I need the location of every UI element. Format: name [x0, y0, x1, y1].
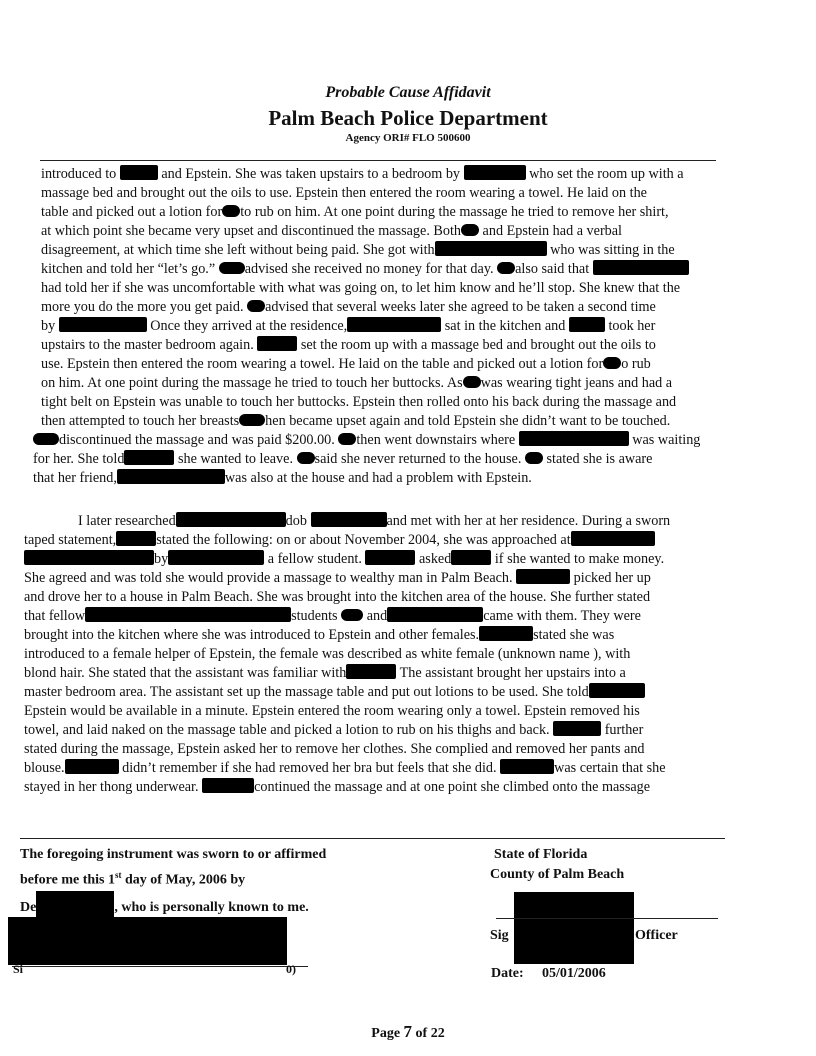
footer-rule: [20, 838, 725, 839]
text-line: blouse. didn’t remember if she had removed her bra but feels that she did. was certain that she: [24, 760, 666, 776]
redaction: [124, 450, 174, 465]
redaction: [117, 469, 225, 484]
text-line: brought into the kitchen where she was introduced to Epstein and other females. stated she was: [24, 627, 615, 643]
date-value: 05/01/2006: [542, 966, 606, 981]
redaction: [116, 531, 156, 546]
redaction: [33, 433, 59, 445]
redaction: [347, 317, 441, 332]
department-title: Palm Beach Police Department: [268, 106, 548, 130]
sworn-line-3: De , who is personally known to me.: [20, 891, 326, 921]
redaction: [65, 759, 119, 774]
text-line: had told her if she was uncomfortable with what was going on, to let him know and he’ll stop. She knew that the: [41, 280, 681, 296]
redaction: [257, 336, 297, 351]
redaction: [338, 433, 356, 445]
state-label: State of Florida: [494, 847, 588, 862]
signature-redaction-left: [8, 917, 287, 965]
sworn-line-2: before me this 1st day of May, 2006 by: [20, 870, 246, 888]
text-line: taped statement, stated the following: on or about November 2004, she was approached at: [24, 531, 760, 550]
text-line: for her. She told she wanted to leave. said she never returned to the house. stated she is aware: [33, 451, 653, 467]
text-line: Epstein would be available in a minute. Epstein entered the room wearing only a towel. Epstein removed his: [24, 703, 640, 719]
agency-ori: Agency ORI# FLO 500600: [345, 132, 471, 144]
text-line: blond hair. She stated that the assistant was familiar with The assistant brought her upstairs into a: [24, 665, 626, 681]
redaction: [202, 778, 254, 793]
text-line: that her friend, was also at the house and had a problem with Epstein.: [33, 470, 532, 486]
redaction: [297, 452, 315, 464]
redaction: [219, 262, 245, 274]
signature-line-left: [12, 966, 308, 967]
redaction: [497, 262, 515, 274]
text-line: massage bed and brought out the oils to use. Epstein then entered the room wearing a towel. He laid on the: [41, 185, 647, 201]
county-label: County of Palm Beach: [490, 867, 625, 882]
signature-line-right: [496, 918, 718, 919]
redaction: [500, 759, 554, 774]
redaction: [451, 550, 491, 565]
text-line: stayed in her thong underwear. continued the massage and at one point she climbed onto the massage: [24, 779, 651, 795]
header-rule: [40, 160, 716, 161]
text-line: use. Epstein then entered the room wearing a towel. He laid on the table and picked out a lotion for o rub: [41, 356, 651, 372]
date-label: Date:: [491, 966, 524, 981]
text-line: then attempted to touch her breasts hen became upset again and told Epstein she didn’t want to be touched.: [41, 413, 671, 429]
signature-label-left-start: Si: [13, 962, 24, 976]
text-line: kitchen and told her “let’s go.” advised she received no money for that day. also said that: [33, 260, 759, 279]
text-line: at which point she became very upset and discontinued the massage. Both and Epstein had a verbal: [41, 223, 623, 239]
narrative-paragraph-2: [24, 512, 760, 797]
text-line: master bedroom area. The assistant set up the massage table and put out lotions to be used. She told: [24, 683, 760, 702]
text-line: discontinued the massage and was paid $200.00. then went downstairs where was waiting: [33, 431, 759, 450]
text-line: stated during the massage, Epstein asked her to remove her clothes. She complied and removed her pants and: [24, 741, 645, 757]
redaction: [593, 260, 689, 275]
redaction: [247, 300, 265, 312]
redaction: [461, 224, 479, 236]
redaction: [120, 165, 158, 180]
redaction: [479, 626, 533, 641]
text-line: introduced to a female helper of Epstein, the female was described as white female (unknown name ), with: [24, 646, 631, 662]
redaction: [463, 376, 481, 388]
text-line: on him. At one point during the massage he tried to touch her buttocks. As was wearing tight jeans and had a: [41, 375, 673, 391]
text-line: disagreement, at which time she left without being paid. She got with who was sitting in the: [41, 242, 675, 258]
redaction: [553, 721, 601, 736]
text-line: by Once they arrived at the residence, sat in the kitchen and took her: [41, 318, 656, 334]
sworn-line-1: The foregoing instrument was sworn to or affirmed: [20, 847, 327, 862]
redaction: [571, 531, 655, 546]
redaction: [176, 512, 286, 527]
signature-label-right-start: Sig: [490, 928, 509, 943]
signature-redaction-right: [514, 892, 634, 964]
notary-block: [490, 845, 624, 885]
redaction: [365, 550, 415, 565]
sworn-statement: [20, 845, 326, 921]
redaction: [387, 607, 483, 622]
redaction: [59, 317, 147, 332]
text-line: upstairs to the master bedroom again. set the room up with a massage bed and brought out the oils to: [41, 337, 656, 353]
redaction: [346, 664, 396, 679]
affidavit-subtitle: Probable Cause Affidavit: [325, 84, 491, 101]
text-line: towel, and laid naked on the massage table and picked a lotion to rub on his thighs and back. further: [24, 722, 644, 738]
text-line: by a fellow student. asked if she wanted to make money.: [24, 550, 760, 569]
page-number: Page 7 of 22: [371, 1022, 445, 1041]
narrative-paragraph-1: [33, 165, 759, 488]
redaction: [311, 512, 387, 527]
redaction: [168, 550, 264, 565]
text-line: tight belt on Epstein was unable to touch her buttocks. Epstein then rolled onto his back during the massage and: [41, 394, 677, 410]
redaction: [525, 452, 543, 464]
redaction: [589, 683, 645, 698]
text-line: She agreed and was told she would provide a massage to wealthy man in Palm Beach. picked her up: [24, 570, 651, 586]
redaction: [516, 569, 570, 584]
text-line: I later researched dob and met with her at her residence. During a sworn: [78, 513, 671, 529]
redaction: [435, 241, 547, 256]
signature-label-right-end: Officer: [635, 928, 678, 943]
redaction: [341, 609, 363, 621]
redaction: [519, 431, 629, 446]
text-line: introduced to and Epstein. She was taken upstairs to a bedroom by who set the room up with a: [41, 166, 684, 182]
redaction: [569, 317, 605, 332]
text-line: more you do the more you get paid. advised that several weeks later she agreed to be taken a second time: [41, 299, 656, 315]
redaction: [603, 357, 621, 369]
text-line: and drove her to a house in Palm Beach. She was brought into the kitchen area of the house. She further stated: [24, 589, 651, 605]
redaction: [464, 165, 526, 180]
signature-label-left-end: 0): [286, 962, 296, 976]
redaction: [222, 205, 240, 217]
text-line: that fellow students and came with them. They were: [24, 608, 641, 624]
redaction: [85, 607, 291, 622]
text-line: table and picked out a lotion for to rub on him. At one point during the massage he tried to remove her shirt,: [41, 204, 669, 220]
redaction: [24, 550, 154, 565]
redaction: [239, 414, 265, 426]
